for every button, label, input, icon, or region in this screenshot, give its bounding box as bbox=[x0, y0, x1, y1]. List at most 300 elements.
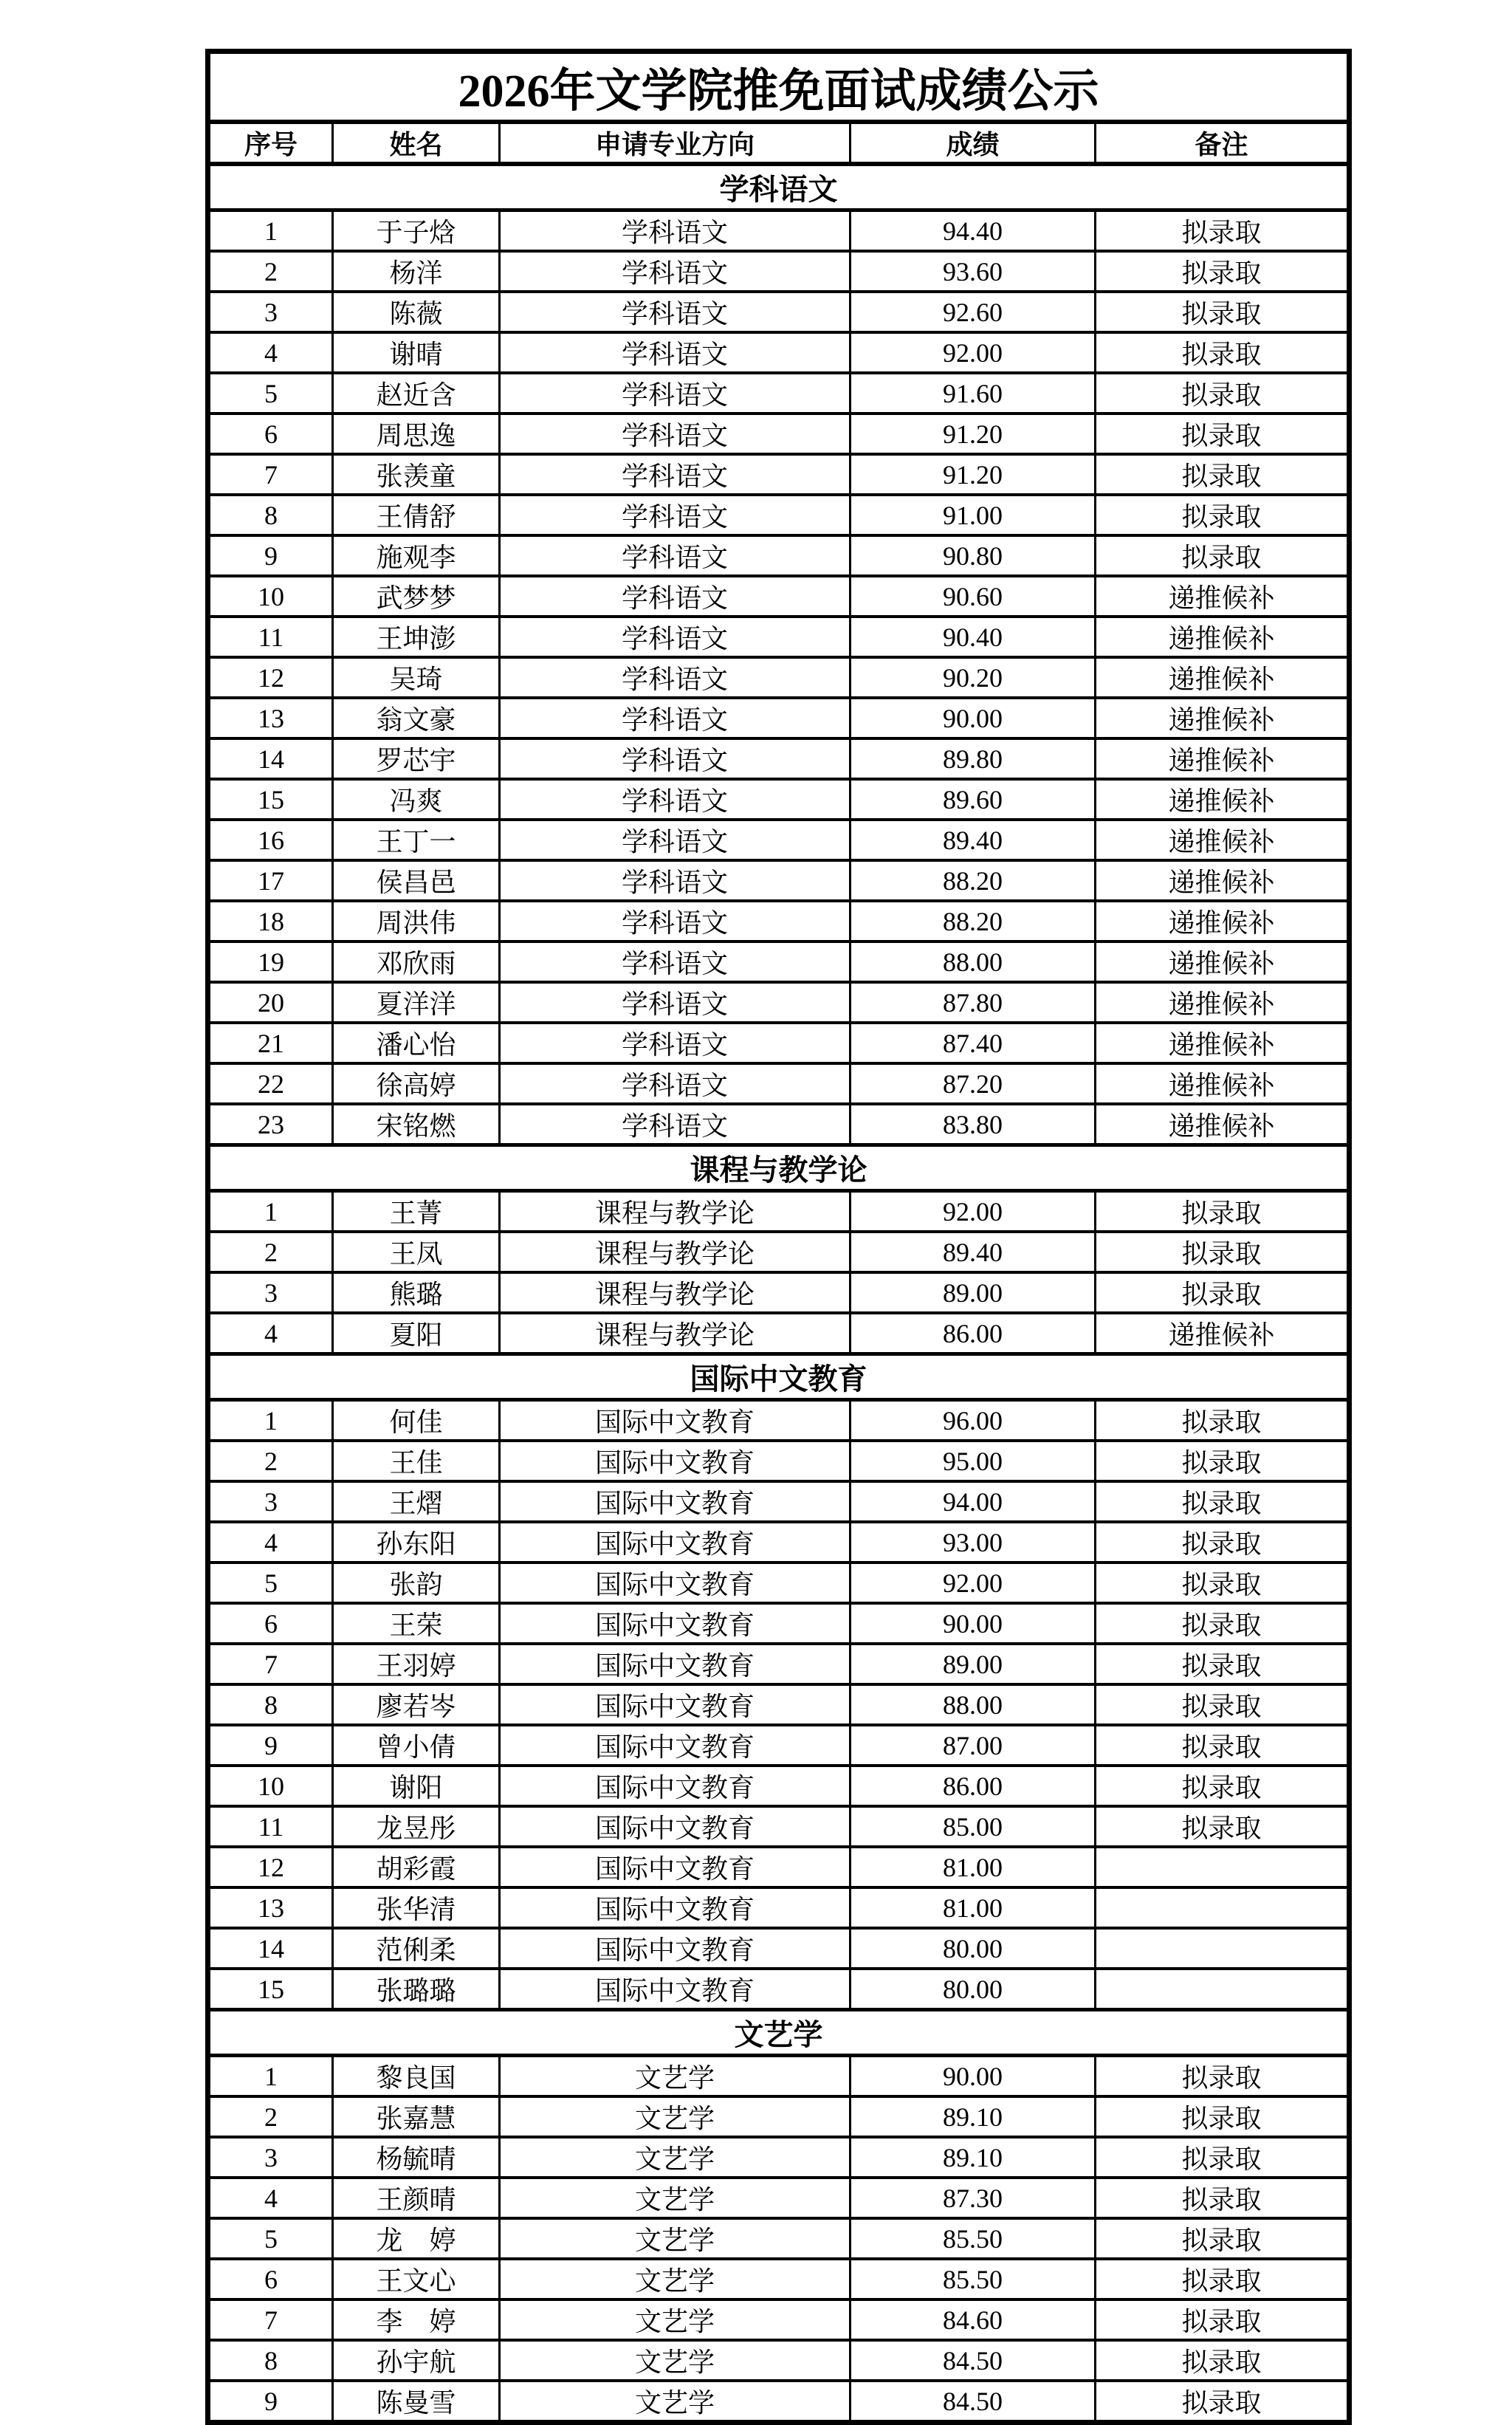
remark-cell: 拟录取 bbox=[1096, 414, 1350, 454]
table-row bbox=[208, 1563, 1350, 1603]
section-band-row bbox=[208, 164, 1350, 210]
table-row bbox=[208, 1603, 1350, 1644]
table-row bbox=[208, 779, 1350, 820]
table-row bbox=[208, 1313, 1350, 1354]
serial-cell: 9 bbox=[208, 2381, 333, 2423]
major-cell: 国际中文教育 bbox=[500, 1725, 850, 1766]
serial-cell: 1 bbox=[208, 1400, 333, 1441]
table-row bbox=[208, 617, 1350, 657]
major-cell: 学科语文 bbox=[500, 332, 850, 373]
name-cell: 吴琦 bbox=[333, 657, 500, 698]
remark-cell: 拟录取 bbox=[1096, 2218, 1350, 2259]
name-cell: 翁文豪 bbox=[333, 698, 500, 738]
remark-cell: 拟录取 bbox=[1096, 1603, 1350, 1644]
table-row bbox=[208, 454, 1350, 495]
table-row bbox=[208, 1441, 1350, 1481]
remark-cell: 拟录取 bbox=[1096, 373, 1350, 414]
serial-cell: 2 bbox=[208, 2096, 333, 2137]
score-cell: 92.00 bbox=[850, 332, 1096, 373]
major-cell: 学科语文 bbox=[500, 698, 850, 738]
table-row bbox=[208, 373, 1350, 414]
column-header: 姓名 bbox=[333, 122, 500, 164]
serial-cell: 4 bbox=[208, 1522, 333, 1563]
major-cell: 国际中文教育 bbox=[500, 1400, 850, 1441]
table-row bbox=[208, 535, 1350, 576]
score-cell: 92.60 bbox=[850, 292, 1096, 332]
name-cell: 龙 婷 bbox=[333, 2218, 500, 2259]
name-cell: 于子焓 bbox=[333, 210, 500, 252]
score-cell: 84.50 bbox=[850, 2381, 1096, 2423]
table-row bbox=[208, 2056, 1350, 2097]
name-cell: 徐高婷 bbox=[333, 1063, 500, 1104]
score-cell: 92.00 bbox=[850, 1191, 1096, 1232]
remark-cell: 递推候补 bbox=[1096, 1023, 1350, 1063]
score-cell: 96.00 bbox=[850, 1400, 1096, 1441]
name-cell: 冯爽 bbox=[333, 779, 500, 820]
score-cell: 81.00 bbox=[850, 1847, 1096, 1887]
table-row bbox=[208, 1847, 1350, 1887]
score-cell: 85.00 bbox=[850, 1806, 1096, 1847]
table-row bbox=[208, 1232, 1350, 1272]
remark-cell: 拟录取 bbox=[1096, 1644, 1350, 1684]
major-cell: 学科语文 bbox=[500, 576, 850, 617]
serial-cell: 10 bbox=[208, 576, 333, 617]
score-cell: 83.80 bbox=[850, 1104, 1096, 1145]
name-cell: 范俐柔 bbox=[333, 1928, 500, 1969]
name-cell: 龙昱彤 bbox=[333, 1806, 500, 1847]
name-cell: 张华清 bbox=[333, 1887, 500, 1928]
name-cell: 王倩舒 bbox=[333, 495, 500, 535]
major-cell: 学科语文 bbox=[500, 495, 850, 535]
score-cell: 90.00 bbox=[850, 2056, 1096, 2097]
score-cell: 87.20 bbox=[850, 1063, 1096, 1104]
major-cell: 文艺学 bbox=[500, 2056, 850, 2097]
name-cell: 施观李 bbox=[333, 535, 500, 576]
name-cell: 孙东阳 bbox=[333, 1522, 500, 1563]
major-cell: 国际中文教育 bbox=[500, 1684, 850, 1725]
score-cell: 94.40 bbox=[850, 210, 1096, 252]
serial-cell: 17 bbox=[208, 860, 333, 901]
table-row bbox=[208, 1063, 1350, 1104]
table-row bbox=[208, 414, 1350, 454]
major-cell: 学科语文 bbox=[500, 535, 850, 576]
serial-cell: 6 bbox=[208, 1603, 333, 1644]
name-cell: 谢晴 bbox=[333, 332, 500, 373]
score-table bbox=[205, 49, 1352, 2425]
major-cell: 国际中文教育 bbox=[500, 1441, 850, 1481]
remark-cell: 递推候补 bbox=[1096, 779, 1350, 820]
remark-cell: 拟录取 bbox=[1096, 2340, 1350, 2381]
serial-cell: 8 bbox=[208, 1684, 333, 1725]
major-cell: 学科语文 bbox=[500, 982, 850, 1023]
remark-cell: 拟录取 bbox=[1096, 2381, 1350, 2423]
major-cell: 文艺学 bbox=[500, 2178, 850, 2218]
major-cell: 学科语文 bbox=[500, 454, 850, 495]
remark-cell: 拟录取 bbox=[1096, 2137, 1350, 2178]
major-cell: 国际中文教育 bbox=[500, 1928, 850, 1969]
remark-cell: 递推候补 bbox=[1096, 1313, 1350, 1354]
remark-cell: 拟录取 bbox=[1096, 1481, 1350, 1522]
section-band: 国际中文教育 bbox=[208, 1354, 1350, 1400]
remark-cell: 递推候补 bbox=[1096, 738, 1350, 779]
remark-cell bbox=[1096, 1887, 1350, 1928]
serial-cell: 10 bbox=[208, 1766, 333, 1806]
name-cell: 孙宇航 bbox=[333, 2340, 500, 2381]
score-cell: 89.10 bbox=[850, 2096, 1096, 2137]
title-row bbox=[208, 52, 1350, 123]
serial-cell: 3 bbox=[208, 292, 333, 332]
remark-cell: 递推候补 bbox=[1096, 941, 1350, 982]
table-row bbox=[208, 576, 1350, 617]
name-cell: 潘心怡 bbox=[333, 1023, 500, 1063]
major-cell: 学科语文 bbox=[500, 738, 850, 779]
score-cell: 88.00 bbox=[850, 941, 1096, 982]
table-row bbox=[208, 332, 1350, 373]
score-cell: 85.50 bbox=[850, 2218, 1096, 2259]
section-band-row bbox=[208, 1145, 1350, 1191]
name-cell: 李 婷 bbox=[333, 2299, 500, 2340]
remark-cell: 递推候补 bbox=[1096, 820, 1350, 860]
remark-cell: 递推候补 bbox=[1096, 860, 1350, 901]
table-row bbox=[208, 1400, 1350, 1441]
score-cell: 93.60 bbox=[850, 251, 1096, 292]
serial-cell: 16 bbox=[208, 820, 333, 860]
score-cell: 88.20 bbox=[850, 901, 1096, 941]
score-cell: 87.00 bbox=[850, 1725, 1096, 1766]
serial-cell: 9 bbox=[208, 1725, 333, 1766]
major-cell: 国际中文教育 bbox=[500, 1806, 850, 1847]
name-cell: 陈薇 bbox=[333, 292, 500, 332]
serial-cell: 7 bbox=[208, 454, 333, 495]
score-cell: 89.00 bbox=[850, 1644, 1096, 1684]
remark-cell: 拟录取 bbox=[1096, 1563, 1350, 1603]
score-cell: 81.00 bbox=[850, 1887, 1096, 1928]
table-row bbox=[208, 2259, 1350, 2299]
table-row bbox=[208, 901, 1350, 941]
table-row bbox=[208, 2178, 1350, 2218]
remark-cell: 拟录取 bbox=[1096, 495, 1350, 535]
section-band: 课程与教学论 bbox=[208, 1145, 1350, 1191]
remark-cell: 拟录取 bbox=[1096, 1232, 1350, 1272]
table-row bbox=[208, 1887, 1350, 1928]
section-band-row bbox=[208, 1354, 1350, 1400]
score-cell: 95.00 bbox=[850, 1441, 1096, 1481]
remark-cell: 递推候补 bbox=[1096, 1104, 1350, 1145]
score-cell: 93.00 bbox=[850, 1522, 1096, 1563]
table-row bbox=[208, 1644, 1350, 1684]
score-cell: 86.00 bbox=[850, 1313, 1096, 1354]
serial-cell: 1 bbox=[208, 2056, 333, 2097]
name-cell: 武梦梦 bbox=[333, 576, 500, 617]
score-cell: 85.50 bbox=[850, 2259, 1096, 2299]
score-cell: 87.80 bbox=[850, 982, 1096, 1023]
name-cell: 张韵 bbox=[333, 1563, 500, 1603]
table-row bbox=[208, 1928, 1350, 1969]
serial-cell: 13 bbox=[208, 1887, 333, 1928]
score-cell: 89.40 bbox=[850, 820, 1096, 860]
table-row bbox=[208, 1023, 1350, 1063]
table-row bbox=[208, 1272, 1350, 1313]
major-cell: 学科语文 bbox=[500, 373, 850, 414]
table-row bbox=[208, 982, 1350, 1023]
section-band: 文艺学 bbox=[208, 2010, 1350, 2056]
major-cell: 学科语文 bbox=[500, 779, 850, 820]
serial-cell: 23 bbox=[208, 1104, 333, 1145]
name-cell: 王熠 bbox=[333, 1481, 500, 1522]
name-cell: 胡彩霞 bbox=[333, 1847, 500, 1887]
score-cell: 91.00 bbox=[850, 495, 1096, 535]
score-cell: 89.10 bbox=[850, 2137, 1096, 2178]
serial-cell: 11 bbox=[208, 617, 333, 657]
remark-cell: 递推候补 bbox=[1096, 576, 1350, 617]
remark-cell: 拟录取 bbox=[1096, 210, 1350, 252]
table-row bbox=[208, 251, 1350, 292]
remark-cell: 拟录取 bbox=[1096, 2178, 1350, 2218]
major-cell: 国际中文教育 bbox=[500, 1522, 850, 1563]
score-cell: 80.00 bbox=[850, 1928, 1096, 1969]
remark-cell: 拟录取 bbox=[1096, 1684, 1350, 1725]
section-band-row bbox=[208, 2010, 1350, 2056]
name-cell: 熊璐 bbox=[333, 1272, 500, 1313]
major-cell: 国际中文教育 bbox=[500, 1481, 850, 1522]
remark-cell bbox=[1096, 1969, 1350, 2010]
score-cell: 87.40 bbox=[850, 1023, 1096, 1063]
remark-cell: 递推候补 bbox=[1096, 698, 1350, 738]
major-cell: 学科语文 bbox=[500, 1023, 850, 1063]
major-cell: 国际中文教育 bbox=[500, 1766, 850, 1806]
serial-cell: 2 bbox=[208, 251, 333, 292]
table-row bbox=[208, 2340, 1350, 2381]
serial-cell: 15 bbox=[208, 779, 333, 820]
table-row bbox=[208, 1725, 1350, 1766]
score-cell: 89.80 bbox=[850, 738, 1096, 779]
remark-cell: 拟录取 bbox=[1096, 251, 1350, 292]
serial-cell: 11 bbox=[208, 1806, 333, 1847]
name-cell: 杨洋 bbox=[333, 251, 500, 292]
name-cell: 夏洋洋 bbox=[333, 982, 500, 1023]
serial-cell: 8 bbox=[208, 495, 333, 535]
serial-cell: 12 bbox=[208, 1847, 333, 1887]
score-cell: 90.60 bbox=[850, 576, 1096, 617]
table-row bbox=[208, 1766, 1350, 1806]
major-cell: 课程与教学论 bbox=[500, 1191, 850, 1232]
major-cell: 文艺学 bbox=[500, 2218, 850, 2259]
remark-cell: 拟录取 bbox=[1096, 2096, 1350, 2137]
table-row bbox=[208, 1522, 1350, 1563]
major-cell: 文艺学 bbox=[500, 2259, 850, 2299]
major-cell: 学科语文 bbox=[500, 820, 850, 860]
remark-cell: 拟录取 bbox=[1096, 1272, 1350, 1313]
serial-cell: 13 bbox=[208, 698, 333, 738]
major-cell: 学科语文 bbox=[500, 901, 850, 941]
score-cell: 90.40 bbox=[850, 617, 1096, 657]
score-cell: 90.00 bbox=[850, 1603, 1096, 1644]
remark-cell bbox=[1096, 1847, 1350, 1887]
name-cell: 张璐璐 bbox=[333, 1969, 500, 2010]
table-row bbox=[208, 657, 1350, 698]
name-cell: 张嘉慧 bbox=[333, 2096, 500, 2137]
remark-cell: 拟录取 bbox=[1096, 1806, 1350, 1847]
major-cell: 文艺学 bbox=[500, 2137, 850, 2178]
remark-cell: 递推候补 bbox=[1096, 1063, 1350, 1104]
serial-cell: 7 bbox=[208, 1644, 333, 1684]
remark-cell: 拟录取 bbox=[1096, 1400, 1350, 1441]
major-cell: 学科语文 bbox=[500, 210, 850, 252]
serial-cell: 18 bbox=[208, 901, 333, 941]
remark-cell: 拟录取 bbox=[1096, 1766, 1350, 1806]
score-cell: 89.40 bbox=[850, 1232, 1096, 1272]
name-cell: 王佳 bbox=[333, 1441, 500, 1481]
name-cell: 杨毓晴 bbox=[333, 2137, 500, 2178]
serial-cell: 4 bbox=[208, 332, 333, 373]
table-row bbox=[208, 210, 1350, 252]
major-cell: 文艺学 bbox=[500, 2299, 850, 2340]
serial-cell: 1 bbox=[208, 210, 333, 252]
header-row bbox=[208, 122, 1350, 164]
score-cell: 92.00 bbox=[850, 1563, 1096, 1603]
table-row bbox=[208, 941, 1350, 982]
serial-cell: 21 bbox=[208, 1023, 333, 1063]
name-cell: 王荣 bbox=[333, 1603, 500, 1644]
major-cell: 课程与教学论 bbox=[500, 1272, 850, 1313]
serial-cell: 6 bbox=[208, 414, 333, 454]
remark-cell: 拟录取 bbox=[1096, 2259, 1350, 2299]
name-cell: 宋铭燃 bbox=[333, 1104, 500, 1145]
name-cell: 黎良国 bbox=[333, 2056, 500, 2097]
major-cell: 学科语文 bbox=[500, 617, 850, 657]
score-cell: 91.60 bbox=[850, 373, 1096, 414]
serial-cell: 14 bbox=[208, 1928, 333, 1969]
major-cell: 课程与教学论 bbox=[500, 1232, 850, 1272]
score-table-body bbox=[208, 52, 1350, 2423]
name-cell: 王丁一 bbox=[333, 820, 500, 860]
serial-cell: 3 bbox=[208, 2137, 333, 2178]
major-cell: 文艺学 bbox=[500, 2096, 850, 2137]
score-cell: 88.20 bbox=[850, 860, 1096, 901]
table-row bbox=[208, 1806, 1350, 1847]
serial-cell: 3 bbox=[208, 1272, 333, 1313]
score-cell: 89.00 bbox=[850, 1272, 1096, 1313]
score-cell: 87.30 bbox=[850, 2178, 1096, 2218]
table-row bbox=[208, 1481, 1350, 1522]
major-cell: 文艺学 bbox=[500, 2340, 850, 2381]
major-cell: 国际中文教育 bbox=[500, 1603, 850, 1644]
major-cell: 学科语文 bbox=[500, 1063, 850, 1104]
table-row bbox=[208, 738, 1350, 779]
serial-cell: 8 bbox=[208, 2340, 333, 2381]
column-header: 申请专业方向 bbox=[500, 122, 850, 164]
name-cell: 王文心 bbox=[333, 2259, 500, 2299]
score-cell: 84.50 bbox=[850, 2340, 1096, 2381]
remark-cell: 拟录取 bbox=[1096, 2056, 1350, 2097]
column-header: 成绩 bbox=[850, 122, 1096, 164]
serial-cell: 22 bbox=[208, 1063, 333, 1104]
remark-cell: 拟录取 bbox=[1096, 1191, 1350, 1232]
table-row bbox=[208, 1969, 1350, 2010]
name-cell: 周洪伟 bbox=[333, 901, 500, 941]
remark-cell: 拟录取 bbox=[1096, 292, 1350, 332]
name-cell: 廖若岑 bbox=[333, 1684, 500, 1725]
score-cell: 94.00 bbox=[850, 1481, 1096, 1522]
serial-cell: 3 bbox=[208, 1481, 333, 1522]
major-cell: 学科语文 bbox=[500, 414, 850, 454]
name-cell: 何佳 bbox=[333, 1400, 500, 1441]
score-cell: 90.20 bbox=[850, 657, 1096, 698]
column-header: 序号 bbox=[208, 122, 333, 164]
column-header: 备注 bbox=[1096, 122, 1350, 164]
serial-cell: 6 bbox=[208, 2259, 333, 2299]
table-row bbox=[208, 292, 1350, 332]
name-cell: 夏阳 bbox=[333, 1313, 500, 1354]
serial-cell: 14 bbox=[208, 738, 333, 779]
name-cell: 曾小倩 bbox=[333, 1725, 500, 1766]
serial-cell: 5 bbox=[208, 373, 333, 414]
serial-cell: 2 bbox=[208, 1232, 333, 1272]
score-cell: 89.60 bbox=[850, 779, 1096, 820]
serial-cell: 15 bbox=[208, 1969, 333, 2010]
major-cell: 学科语文 bbox=[500, 860, 850, 901]
major-cell: 课程与教学论 bbox=[500, 1313, 850, 1354]
major-cell: 文艺学 bbox=[500, 2381, 850, 2423]
score-cell: 86.00 bbox=[850, 1766, 1096, 1806]
serial-cell: 1 bbox=[208, 1191, 333, 1232]
remark-cell: 拟录取 bbox=[1096, 1522, 1350, 1563]
major-cell: 国际中文教育 bbox=[500, 1563, 850, 1603]
major-cell: 国际中文教育 bbox=[500, 1644, 850, 1684]
table-row bbox=[208, 2137, 1350, 2178]
remark-cell: 递推候补 bbox=[1096, 617, 1350, 657]
table-row bbox=[208, 820, 1350, 860]
score-cell: 80.00 bbox=[850, 1969, 1096, 2010]
serial-cell: 19 bbox=[208, 941, 333, 982]
remark-cell bbox=[1096, 1928, 1350, 1969]
serial-cell: 12 bbox=[208, 657, 333, 698]
name-cell: 王羽婷 bbox=[333, 1644, 500, 1684]
table-row bbox=[208, 1191, 1350, 1232]
remark-cell: 拟录取 bbox=[1096, 332, 1350, 373]
table-row bbox=[208, 2299, 1350, 2340]
major-cell: 学科语文 bbox=[500, 251, 850, 292]
remark-cell: 拟录取 bbox=[1096, 1441, 1350, 1481]
table-row bbox=[208, 2096, 1350, 2137]
score-cell: 90.00 bbox=[850, 698, 1096, 738]
serial-cell: 7 bbox=[208, 2299, 333, 2340]
major-cell: 学科语文 bbox=[500, 292, 850, 332]
score-cell: 91.20 bbox=[850, 454, 1096, 495]
remark-cell: 拟录取 bbox=[1096, 1725, 1350, 1766]
name-cell: 侯昌邑 bbox=[333, 860, 500, 901]
table-row bbox=[208, 495, 1350, 535]
major-cell: 国际中文教育 bbox=[500, 1887, 850, 1928]
remark-cell: 拟录取 bbox=[1096, 454, 1350, 495]
remark-cell: 拟录取 bbox=[1096, 2299, 1350, 2340]
serial-cell: 5 bbox=[208, 2218, 333, 2259]
name-cell: 陈曼雪 bbox=[333, 2381, 500, 2423]
name-cell: 王凤 bbox=[333, 1232, 500, 1272]
remark-cell: 递推候补 bbox=[1096, 657, 1350, 698]
name-cell: 邓欣雨 bbox=[333, 941, 500, 982]
table-row bbox=[208, 2218, 1350, 2259]
major-cell: 国际中文教育 bbox=[500, 1969, 850, 2010]
table-row bbox=[208, 860, 1350, 901]
name-cell: 王坤澎 bbox=[333, 617, 500, 657]
table-row bbox=[208, 1684, 1350, 1725]
name-cell: 张羡童 bbox=[333, 454, 500, 495]
name-cell: 罗芯宇 bbox=[333, 738, 500, 779]
table-row bbox=[208, 1104, 1350, 1145]
document-title: 2026年文学院推免面试成绩公示 bbox=[208, 52, 1350, 123]
name-cell: 赵近含 bbox=[333, 373, 500, 414]
